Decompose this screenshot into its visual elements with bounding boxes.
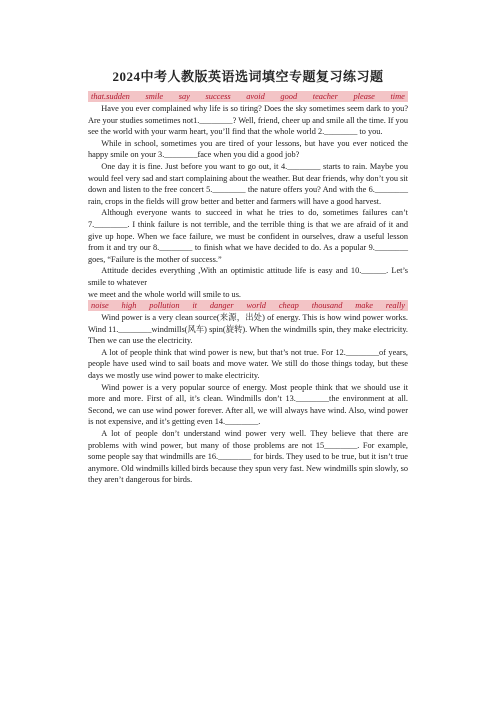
word-box-item: that.sudden [91,92,130,101]
word-box-item: good [280,92,298,101]
paragraph: One day it is fine. Just before you want to go out, it 4.________ starts to rain. Maybe you would feel very sad and start complaining about the weather. But dear friends, why don’t you sit down and listen to the free concert 5.________ the nature offers you? And with the 6.________ rain, crops in the fields will grow better and better and farmers will have a good harvest. [88,161,408,206]
word-box-2 [88,300,408,311]
paragraph: Attitude decides everything ,With an optimistic attitude life is easy and 10.______. Let’s smile to whatever [88,266,408,287]
word-box-item: success [205,92,231,101]
word-box-item: please [353,92,375,101]
paragraph: A lot of people think that wind power is new, but that’s not true. For 12.________of years, people have used wind to sail boats and move water. We still do those things today, but these days we mostly use wind power to make electricity. [88,347,408,381]
word-box-1 [88,91,408,102]
word-box-item: it [192,301,198,311]
paragraph: Although everyone wants to succeed in what he tries to do, sometimes failures can’t 7.________. I think failure is not terrible, and the terrible thing is that we are afraid of it and give up hope. When we face failure, we must be confident in ourselves, draw a useful lesson from it and try our 8.________ to finish what we have decided to do. As a popular 9.________ goes, “Failure is the mother of success.” [88,208,408,264]
word-box-item: cheap [278,301,299,311]
word-box-item: make [355,301,373,311]
word-box-item: danger [209,301,234,311]
word-box-item: noise [91,301,109,311]
paragraph: we meet and the whole world will smile to us. [88,289,242,299]
word-box-item: smile [145,92,164,101]
word-box-item: pollution [149,301,180,311]
word-box-item: teacher [312,92,338,101]
paragraph: Wind power is a very popular source of energy. Most people think that we should use it more and more. First of all, it’s clean. Windmills don’t 13.________the environment at all. Second, we can use wind power forever. After all, we will always have wind. Also, wind power is not expensive, and it’s getting even 14.________. [88,382,408,427]
word-box-item: time [390,92,405,101]
paragraph: A lot of people don’t understand wind power very well. They believe that there are problems with wind power, but many of those problems are not 15________. For example, some people say that windmills are 16.________ for birds. They used to be true, but it isn’t true anymore. Old windmills killed birds because they spun very fast. New windmills spin slowly, so they aren’t dangerous for birds. [88,429,409,485]
page-title: 2024中考人教版英语选词填空专题复习练习题 [112,69,384,84]
word-box-item: world [246,301,266,311]
word-box-item: thousand [311,301,343,311]
paragraph: While in school, sometimes you are tired of your lessons, but have you ever noticed the happy smile on your 3.________face when you did a good job? [88,138,408,160]
paragraph: Have you ever complained why life is so tiring? Does the sky sometimes seem dark to you? Are your studies sometimes not1.________? Well, friend, cheer up and smile all the time. If you see the world with your warm heart, you’ll find that the whole world 2.________ to you. [88,104,408,137]
word-box-item: avoid [246,92,265,101]
word-box-item: really [385,301,405,311]
word-box-item: say [178,92,190,101]
word-box-item: high [121,301,137,311]
paragraph: Wind power is a very clean source(来源，出处) of energy. This is how wind power works. Wind 11.________windmills(风车) spin(旋转). When the windmills spin, they make electricity. Then we can use the electricity. [88,313,408,346]
